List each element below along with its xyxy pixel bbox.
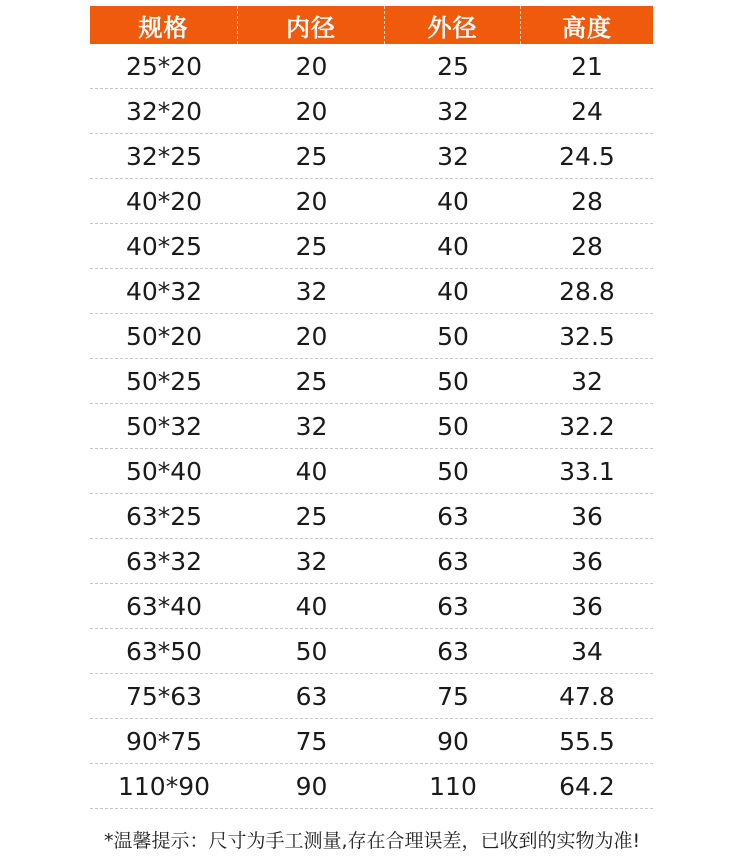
cell-spec: 63*50 — [125, 636, 203, 666]
cell-inner-diameter: 25 — [295, 501, 328, 531]
cell-height: 28.8 — [559, 276, 615, 306]
table-row — [90, 719, 653, 764]
header-spec: 规格 — [90, 6, 238, 44]
cell-height: 33.1 — [559, 456, 615, 486]
spec-table — [90, 6, 653, 809]
cell-height: 28 — [571, 186, 603, 216]
cell-inner-diameter: 20 — [295, 96, 328, 126]
cell-outer-diameter: 32 — [437, 96, 469, 126]
cell-outer-diameter: 32 — [437, 141, 469, 171]
table-row — [90, 44, 653, 89]
table-row — [90, 674, 653, 719]
cell-outer-diameter: 40 — [437, 186, 469, 216]
cell-height: 21 — [571, 51, 603, 81]
cell-outer-diameter: 25 — [437, 51, 469, 81]
cell-inner-diameter: 25 — [295, 141, 328, 171]
table-row — [90, 449, 653, 494]
cell-inner-diameter: 32 — [295, 276, 328, 306]
cell-outer-diameter: 110 — [429, 771, 477, 801]
table-row — [90, 539, 653, 584]
cell-spec: 50*20 — [125, 321, 203, 351]
cell-inner-diameter: 25 — [295, 231, 328, 261]
cell-spec: 32*25 — [125, 141, 203, 171]
cell-inner-diameter: 63 — [295, 681, 328, 711]
cell-outer-diameter: 50 — [437, 321, 469, 351]
cell-inner-diameter: 25 — [295, 366, 328, 396]
cell-inner-diameter: 32 — [295, 411, 328, 441]
cell-inner-diameter: 20 — [295, 51, 328, 81]
cell-inner-diameter: 20 — [295, 186, 328, 216]
cell-inner-diameter: 40 — [295, 591, 328, 621]
cell-height: 32.5 — [559, 321, 615, 351]
table-row — [90, 584, 653, 629]
cell-height: 32.2 — [559, 411, 615, 441]
cell-height: 32 — [571, 366, 603, 396]
table-row — [90, 629, 653, 674]
cell-height: 36 — [571, 591, 603, 621]
cell-spec: 32*20 — [125, 96, 203, 126]
table-row — [90, 269, 653, 314]
cell-spec: 110*90 — [117, 771, 211, 801]
table-header — [90, 6, 653, 44]
cell-height: 36 — [571, 501, 603, 531]
cell-outer-diameter: 75 — [437, 681, 469, 711]
cell-spec: 63*40 — [125, 591, 203, 621]
cell-height: 64.2 — [559, 771, 615, 801]
table-row — [90, 764, 653, 809]
table-row — [90, 494, 653, 539]
table-row — [90, 359, 653, 404]
cell-outer-diameter: 50 — [437, 411, 469, 441]
cell-height: 55.5 — [559, 726, 615, 756]
cell-spec: 50*32 — [125, 411, 203, 441]
table-body — [90, 44, 653, 809]
header-height: 高度 — [562, 13, 612, 42]
cell-spec: 75*63 — [125, 681, 203, 711]
table-row — [90, 134, 653, 179]
cell-height: 47.8 — [559, 681, 615, 711]
cell-height: 34 — [571, 636, 603, 666]
cell-outer-diameter: 63 — [437, 546, 469, 576]
cell-height: 24 — [571, 96, 603, 126]
cell-outer-diameter: 63 — [437, 636, 469, 666]
cell-height: 24.5 — [559, 141, 615, 171]
cell-inner-diameter: 40 — [295, 456, 328, 486]
cell-spec: 63*32 — [125, 546, 203, 576]
cell-spec: 40*32 — [125, 276, 203, 306]
table-row — [90, 89, 653, 134]
cell-spec: 40*25 — [125, 231, 203, 261]
table-row — [90, 179, 653, 224]
cell-outer-diameter: 63 — [437, 591, 469, 621]
table-row — [90, 224, 653, 269]
cell-spec: 50*40 — [125, 456, 203, 486]
cell-inner-diameter: 32 — [295, 546, 328, 576]
cell-outer-diameter: 90 — [437, 726, 469, 756]
cell-spec: 25*20 — [125, 51, 203, 81]
table-row — [90, 404, 653, 449]
cell-outer-diameter: 40 — [437, 231, 469, 261]
table-row — [90, 314, 653, 359]
cell-spec: 63*25 — [125, 501, 203, 531]
cell-outer-diameter: 63 — [437, 501, 469, 531]
measurement-note: *温馨提示：尺寸为手工测量,存在合理误差，已收到的实物为准! — [104, 830, 641, 852]
cell-outer-diameter: 40 — [437, 276, 469, 306]
cell-outer-diameter: 50 — [437, 366, 469, 396]
cell-spec: 50*25 — [125, 366, 203, 396]
cell-outer-diameter: 50 — [437, 456, 469, 486]
cell-inner-diameter: 50 — [295, 636, 328, 666]
cell-inner-diameter: 75 — [295, 726, 328, 756]
cell-inner-diameter: 90 — [295, 771, 328, 801]
cell-inner-diameter: 20 — [295, 321, 328, 351]
cell-spec: 90*75 — [125, 726, 203, 756]
header-outer-diameter: 外径 — [385, 6, 521, 44]
cell-height: 36 — [571, 546, 603, 576]
cell-spec: 40*20 — [125, 186, 203, 216]
cell-height: 28 — [571, 231, 603, 261]
header-inner-diameter: 内径 — [238, 6, 385, 44]
